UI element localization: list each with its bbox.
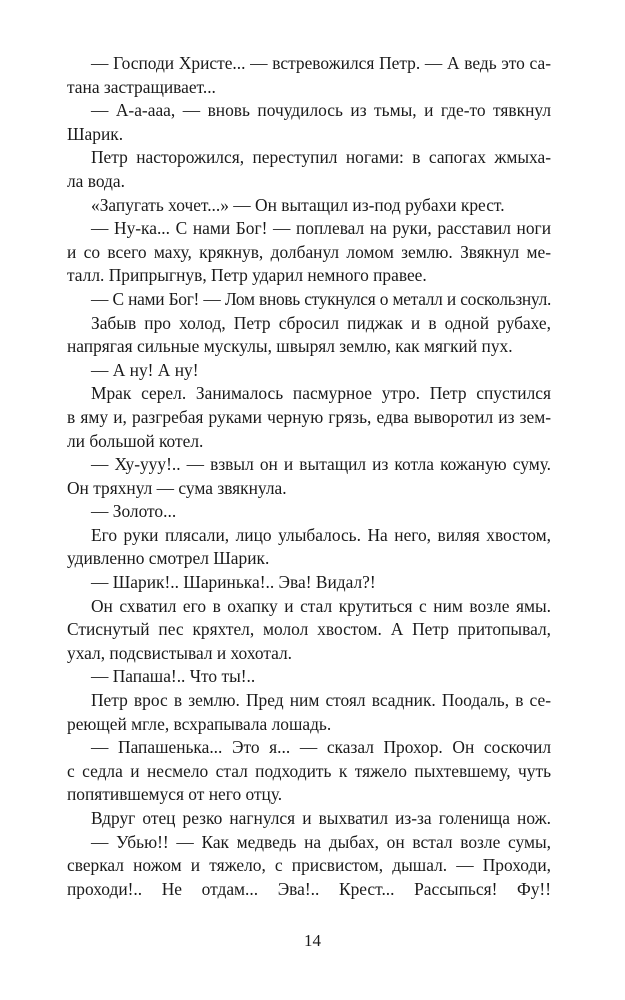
text-line: Его руки плясали, лицо улыбалось. На него, виляя хвостом, xyxy=(91,524,551,545)
body-text xyxy=(67,52,551,901)
text-line: и со всего маху, крякнув, долбанул ломом землю. Звякнул ме- xyxy=(67,241,551,262)
text-line: — С нами Бог! — Лом вновь стукнулся о металл и соскользнул. xyxy=(91,288,551,309)
text-line: удивленно смотрел Шарик. xyxy=(67,548,270,569)
text-line: напрягая сильные мускулы, швырял землю, как мягкий пух. xyxy=(67,336,513,357)
text-line: проходи!.. Не отдам... Эва!.. Крест... Рассыпься! Фу!! xyxy=(67,878,551,899)
text-line: — Шарик!.. Шаринька!.. Эва! Видал?! xyxy=(91,572,376,593)
text-line: Мрак серел. Занималось пасмурное утро. Петр спустился xyxy=(91,383,551,404)
text-line: Шарик. xyxy=(67,123,124,144)
text-line: «Запугать хочет...» — Он вытащил из-под рубахи крест. xyxy=(91,194,505,215)
text-line: — Господи Христе... — встревожился Петр. — А ведь это са- xyxy=(91,53,551,73)
text-line: — А ну! А ну! xyxy=(91,359,199,380)
text-line: Он тряхнул — сума звякнула. xyxy=(67,477,287,498)
text-line: — Папаша!.. Что ты!.. xyxy=(91,666,256,687)
text-line: реющей мгле, всхрапывала лошадь. xyxy=(67,713,332,734)
text-line: Забыв про холод, Петр сбросил пиджак и в одной рубахе, xyxy=(91,312,551,333)
text-line: Петр насторожился, переступил ногами: в сапогах жмыха- xyxy=(91,147,551,168)
text-line: Петр врос в землю. Пред ним стоял всадник. Поодаль, в се- xyxy=(91,690,551,711)
text-line: — А-а-ааа, — вновь почудилось из тьмы, и где-то тявкнул xyxy=(91,100,551,121)
text-line: Вдруг отец резко нагнулся и выхватил из-за голенища нож. xyxy=(91,808,551,828)
text-line: талл. Припрыгнув, Петр ударил немного правее. xyxy=(67,265,427,286)
text-line: ли большой котел. xyxy=(67,430,204,451)
text-line: Стиснутый пес кряхтел, молол хвостом. А Петр притопывал, xyxy=(67,619,551,640)
text-line: ухал, подсвистывал и хохотал. xyxy=(67,642,293,663)
text-line: — Убью!! — Как медведь на дыбах, он встал возле сумы, xyxy=(91,831,551,852)
text-line: — Папашенька... Это я... — сказал Прохор. Он соскочил xyxy=(91,737,551,758)
text-line: Он схватил его в охапку и стал крутиться с ним возле ямы. xyxy=(91,595,551,616)
text-line: — Золото... xyxy=(91,501,177,522)
text-line: тана застращивает... xyxy=(67,76,216,97)
text-line: с седла и несмело стал подходить к тяжело пыхтевшему, чуть xyxy=(67,760,551,781)
page-number: 14 xyxy=(304,931,321,950)
text-line: в яму и, разгребая руками черную грязь, едва выворотил из зем- xyxy=(67,406,551,427)
text-line: ла вода. xyxy=(67,170,125,191)
text-line: — Ху-ууу!.. — взвыл он и вытащил из котла кожаную суму. xyxy=(91,454,551,475)
text-line: попятившемуся от него отцу. xyxy=(67,784,283,805)
text-line: — Ну-ка... С нами Бог! — поплевал на руки, расставил ноги xyxy=(91,218,551,239)
text-line: сверкал ножом и тяжело, с присвистом, дышал. — Проходи, xyxy=(67,855,551,876)
